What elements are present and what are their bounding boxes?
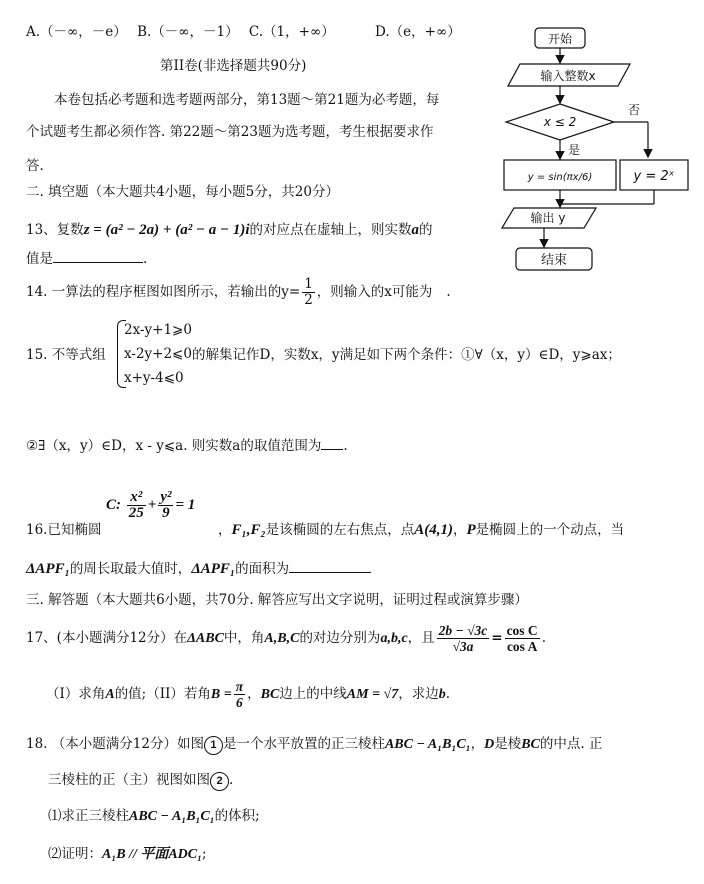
- choice-c: C.（1，+∞）: [248, 24, 335, 40]
- q14-answer-blank[interactable]: [432, 282, 446, 296]
- q15-line2: [26, 435, 348, 456]
- q18-s1b: 的体积;: [214, 808, 260, 824]
- q13-var: a: [411, 222, 420, 238]
- fc-left-label: y = sin(πx/6): [527, 172, 593, 183]
- q17-bfrac: [234, 679, 245, 710]
- q13-suffix: 的对应点在虚轴上，则实数: [249, 222, 412, 238]
- q17-rhs-den: cos A: [506, 639, 538, 654]
- q18-tail: 的中点. 正: [539, 736, 603, 752]
- q13-end: .: [143, 251, 148, 267]
- q17-end: .: [541, 630, 546, 646]
- q17-bn: π: [235, 679, 244, 694]
- q14-frac-den: 2: [304, 292, 313, 308]
- q18-mid2: 是棱: [494, 736, 522, 752]
- q18-line2-text: 三棱柱的正（主）视图如图: [48, 772, 210, 788]
- q18-fig1: 1: [204, 736, 223, 755]
- q17-lhs-num: 2b − √3c: [438, 623, 488, 638]
- choices-row: [26, 22, 461, 42]
- intro-line-2: 个试题考生都必须作答. 第22题～第23题为选考题，考生根据要求作: [26, 124, 434, 140]
- q13-prefix: 13、复数: [26, 222, 84, 238]
- q18-fig2: 2: [210, 772, 229, 791]
- q18-s1prism: ABC − A₁B₁C₁: [129, 809, 215, 824]
- q14-prefix: 14. 一算法的程序框图如图所示，若输出的y=: [26, 284, 301, 300]
- q13: [26, 220, 433, 240]
- q17-bvar: B =: [210, 687, 232, 702]
- q18-line2-end: .: [229, 772, 234, 788]
- q18-line2: [48, 770, 233, 791]
- q18-mid: 是一个水平放置的正三棱柱: [222, 736, 385, 752]
- choice-d: D.（e，+∞）: [375, 24, 461, 40]
- q15-ineq1: 2x-y+1⩾0: [124, 322, 192, 338]
- q17-bside: b: [438, 687, 446, 702]
- choice-b: B.（－∞，－1）: [137, 24, 239, 40]
- q15-line2-text: ②∃（x，y）∈D，x - y⩽a. 则实数a的取值范围为: [26, 438, 322, 454]
- q16-line2: [26, 558, 371, 579]
- fc-output-label: 输出 y: [530, 211, 566, 225]
- choice-a: A.（－∞，－e）: [26, 24, 127, 40]
- q16-eq: = 1: [175, 496, 196, 513]
- q16-mid: 是该椭圆的左右焦点，点: [265, 522, 415, 538]
- q18-prism: ABC − A₁B₁C₁: [384, 737, 471, 752]
- fc-right-label: y = 2ˣ: [633, 169, 675, 184]
- q15-suffix: 的解集记作D，实数x，y满足如下两个条件：①∀（x，y）∈D，y⩾ax；: [192, 347, 621, 363]
- q16-p: P: [466, 522, 476, 538]
- q17-mid2: 的对边分别为: [299, 630, 381, 646]
- q17-lhs: [437, 623, 490, 654]
- q15-end: .: [343, 438, 348, 454]
- q15-answer-blank[interactable]: [321, 435, 343, 450]
- q16-foci: F₁,F₂: [231, 522, 266, 538]
- q18-s2expr: A₁B // 平面ADC₁: [102, 847, 203, 862]
- flowchart: [490, 20, 695, 280]
- q15-ineq2: x-2y+2⩽0: [124, 346, 192, 362]
- q17-p3: 边上的中线: [279, 686, 347, 702]
- q17-p1var: A: [105, 687, 115, 702]
- q14-end: .: [446, 284, 451, 300]
- q16-rest: [218, 520, 624, 540]
- q17-am: AM = √7: [346, 687, 399, 702]
- q17-rhs: [505, 623, 540, 654]
- q17-p1: （I）求角: [46, 686, 106, 702]
- intro-line-3: 答.: [26, 158, 44, 174]
- q18-bc: BC: [521, 737, 540, 752]
- q13-tail: 的: [419, 222, 433, 238]
- q17-p1b: 的值;（II）若角: [114, 686, 211, 702]
- q13-line2: [26, 248, 147, 269]
- q18-s2b: ;: [202, 846, 207, 862]
- q16-frac-x: [127, 490, 146, 521]
- q16-tail: 是椭圆上的一个动点，当: [475, 522, 625, 538]
- q17-parts: [46, 676, 450, 713]
- fc-cond-label: x ≤ 2: [543, 115, 577, 129]
- q15-ineq3: x+y-4⩽0: [124, 370, 184, 386]
- q17-tri: ΔABC: [187, 631, 224, 646]
- q16-point-a: A(4,1): [414, 522, 453, 538]
- q17-bc: BC: [260, 687, 280, 702]
- q16-ellipse-eq: C: $\frac{\text{x²}}{25}$ + $\frac{\text{y²}}{9}$ = 1: [106, 489, 196, 521]
- q16-comma: ，: [452, 522, 467, 538]
- q17: [26, 620, 546, 657]
- q16-d1: 25: [128, 505, 144, 521]
- q18-prefix: 18. （本小题满分12分）如图: [26, 736, 204, 752]
- q17-prefix: 17、(本小题满分12分）在: [26, 630, 188, 646]
- q17-angles: A,B,C: [264, 631, 300, 646]
- fc-no-label: 否: [628, 103, 641, 117]
- q14-frac-num: 1: [304, 276, 313, 292]
- q13-answer-blank[interactable]: [53, 248, 143, 263]
- q18-comma: ，: [470, 736, 485, 752]
- q17-lhs-den: √3a: [452, 639, 474, 654]
- q14-suffix: ，则输入的x可能为: [316, 284, 433, 300]
- q15-prefix: 15. 不等式组: [26, 347, 106, 363]
- q17-mid3: ，且: [407, 630, 435, 646]
- q18-s2a: ⑵证明：: [48, 846, 102, 862]
- q17-eq: =: [491, 630, 503, 646]
- q17-p2: ，: [247, 686, 261, 702]
- section-title: 第II卷(非选择题共90分): [160, 58, 307, 74]
- q16-x2: x²: [127, 490, 146, 506]
- q16-answer-blank[interactable]: [289, 558, 371, 573]
- q16-tri2: ΔAPF₁: [191, 561, 236, 577]
- q13-formula: z = (a² − 2a) + (a² − a − 1)i: [83, 222, 250, 238]
- q18-s1a: ⑴求正三棱柱: [48, 808, 129, 824]
- fc-start-label: 开始: [547, 32, 573, 46]
- q16-c-label: C:: [106, 496, 121, 513]
- q16-tri1: ΔAPF₁: [26, 561, 70, 577]
- q16-d2: 9: [162, 505, 170, 521]
- fill-heading: 二. 填空题（本大题共4小题，每小题5分，共20分）: [26, 184, 339, 200]
- q17-bd: 6: [236, 695, 243, 710]
- fc-input-label: 输入整数x: [540, 69, 596, 83]
- q17-mid: 中，角: [223, 630, 265, 646]
- q18: [26, 734, 603, 755]
- q17-sides: a,b,c: [380, 631, 408, 646]
- q18-d: D: [484, 737, 495, 752]
- q14: [26, 276, 451, 308]
- solve-heading: 三. 解答题（本大题共6小题，共70分. 解答应写出文字说明，证明过程或演算步骤）: [26, 592, 528, 608]
- q13-line2-text: 值是: [26, 251, 53, 267]
- intro-line-1: 本卷包括必考题和选考题两部分，第13题～第21题为必考题，每: [54, 92, 440, 108]
- q18-sub2: [48, 844, 207, 865]
- q16-line2b: 的面积为: [235, 561, 290, 577]
- q14-fraction: [302, 277, 315, 308]
- q16-line2a: 的周长取最大值时，: [69, 561, 192, 577]
- fc-yes-label: 是: [568, 143, 581, 157]
- q17-rhs-num: cos C: [506, 623, 538, 638]
- q16-sep: ，: [218, 522, 232, 538]
- q17-p5: .: [445, 686, 451, 702]
- q16-prefix: 16.已知椭圆: [26, 522, 102, 538]
- q18-sub1: [48, 806, 260, 827]
- q16-y2: y²: [160, 489, 172, 505]
- fc-end-label: 结束: [540, 253, 568, 268]
- q17-p4: ，求边: [398, 686, 439, 702]
- q16-frac-y: [158, 490, 173, 521]
